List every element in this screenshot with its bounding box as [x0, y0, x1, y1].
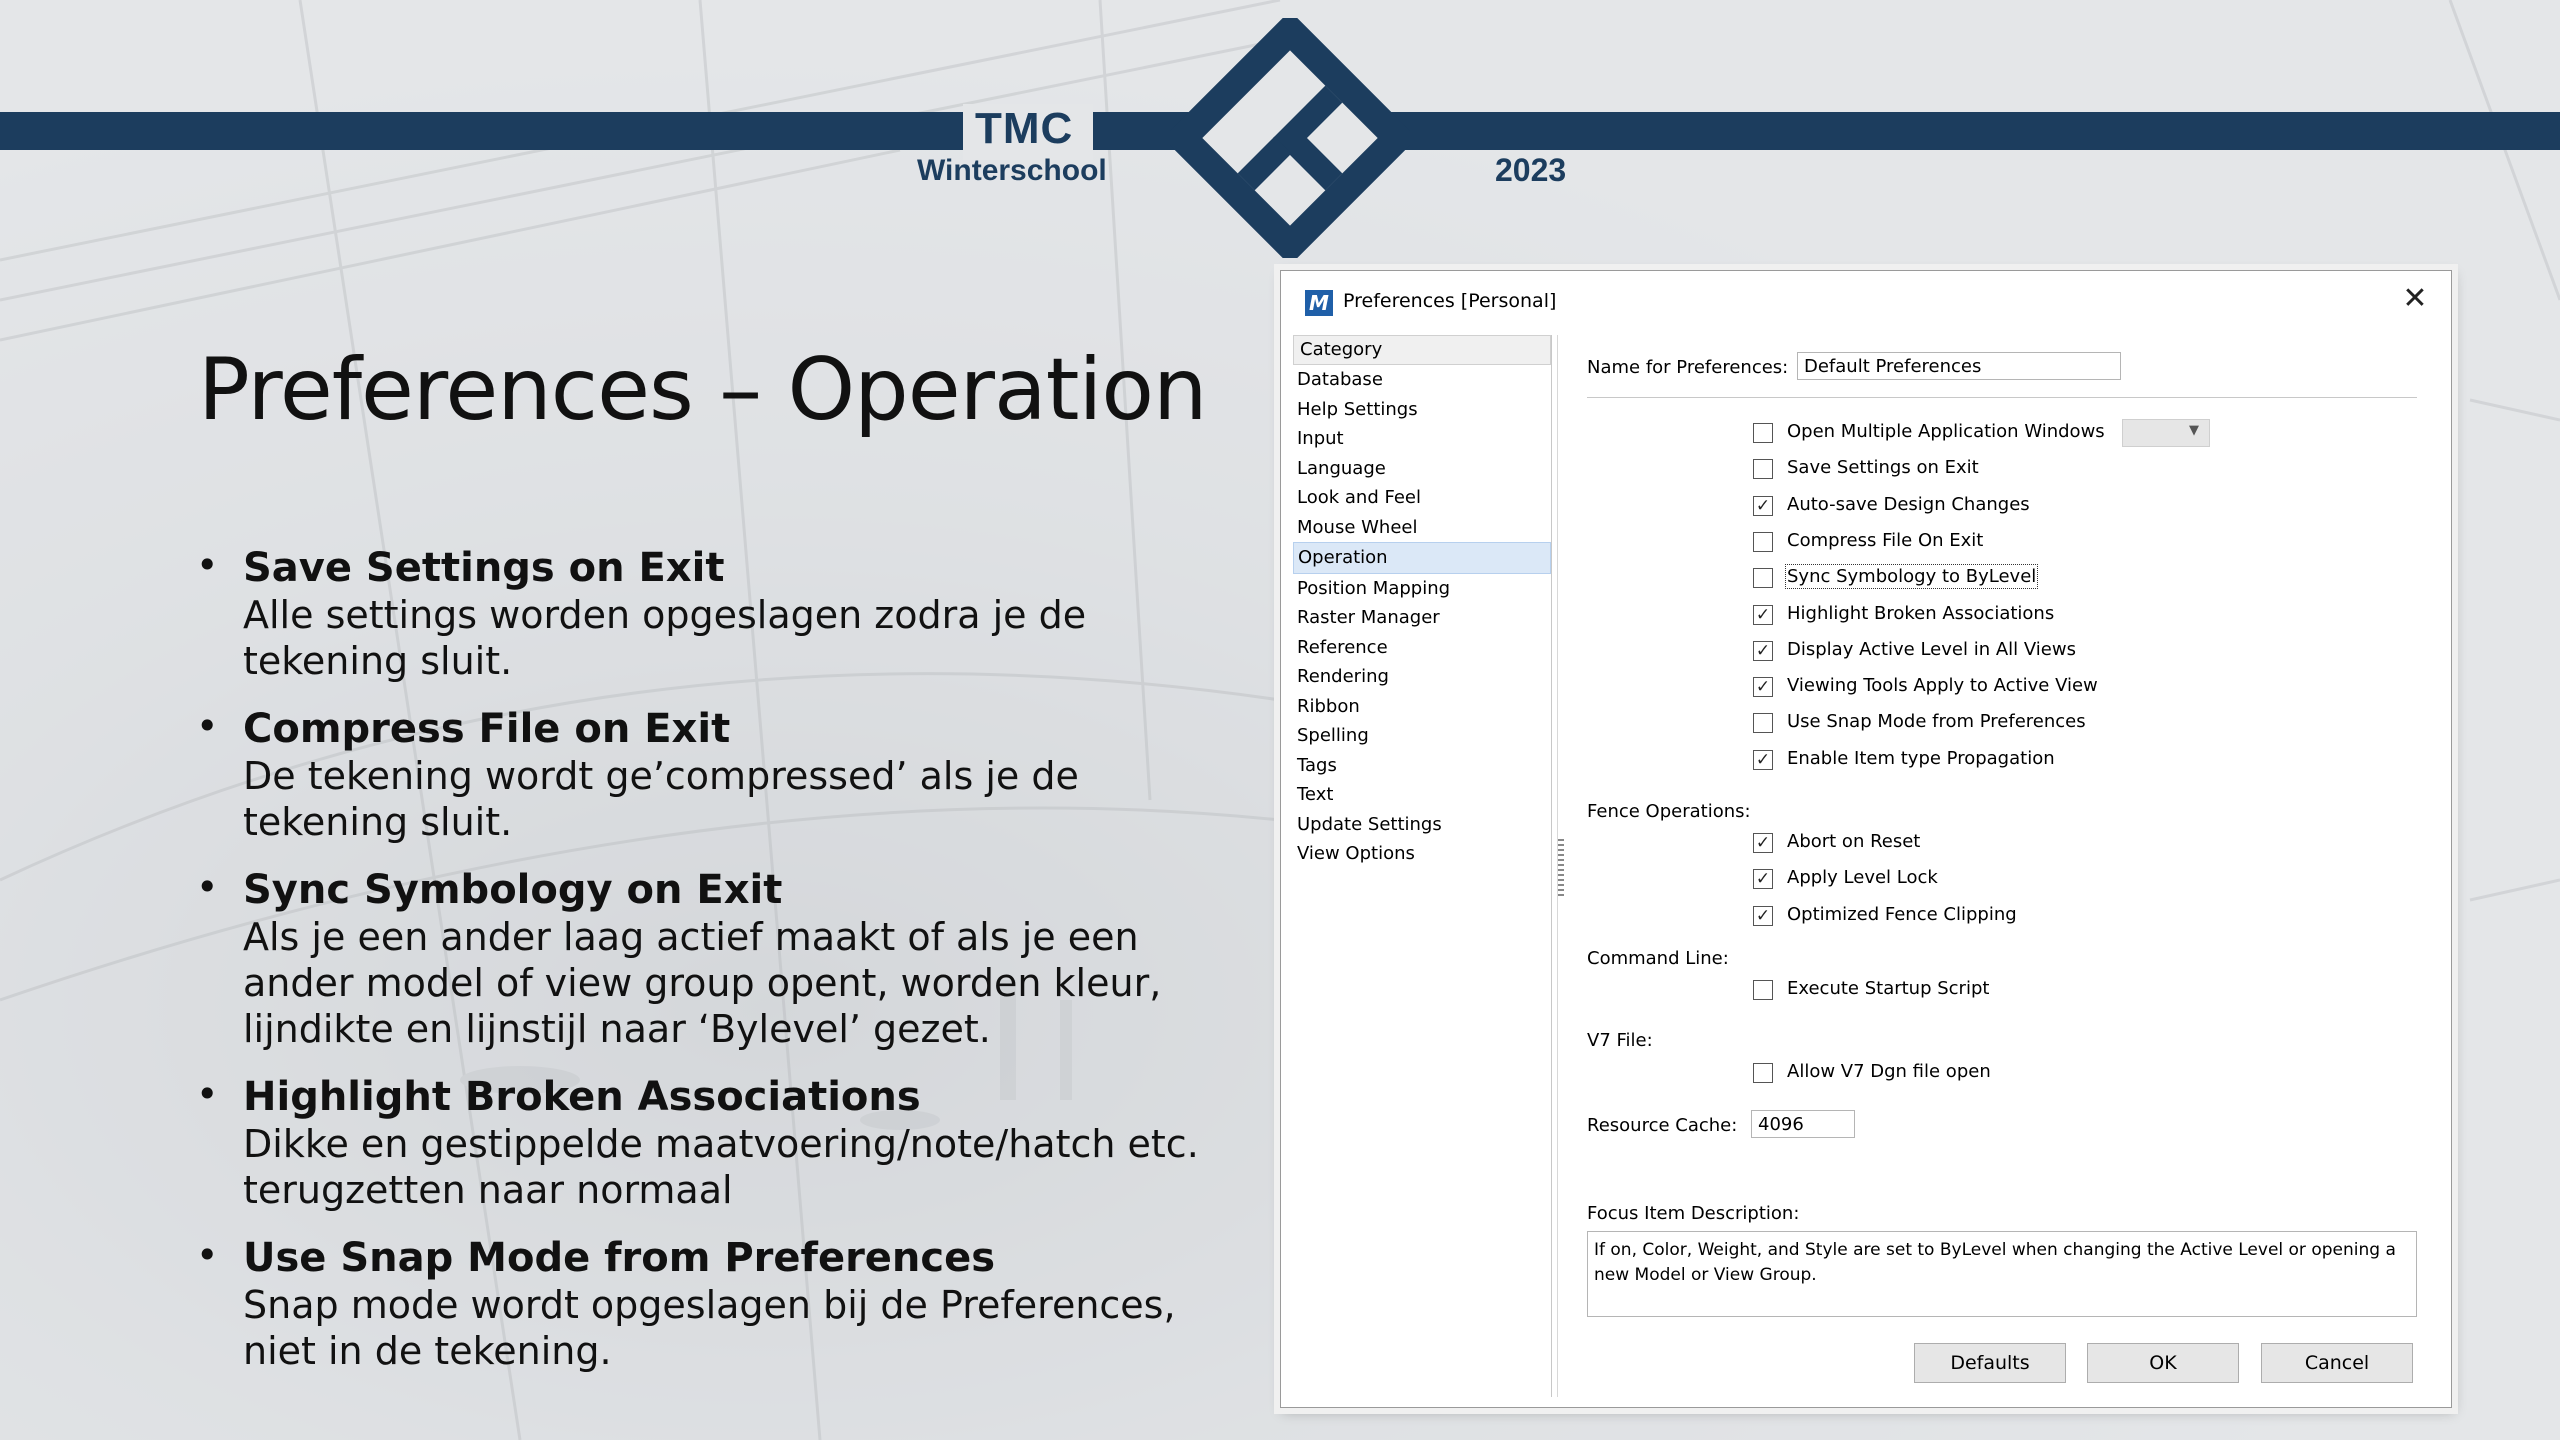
- command-line-label: Command Line:: [1587, 948, 1729, 969]
- resource-cache-label: Resource Cache:: [1587, 1115, 1738, 1136]
- splitter-grip-icon[interactable]: [1558, 839, 1564, 899]
- divider: [1587, 397, 2417, 398]
- resource-cache-input[interactable]: 4096: [1751, 1110, 1855, 1138]
- bullet-body: Snap mode wordt opgeslagen bij de Preferences, niet in de tekening.: [243, 1283, 1176, 1373]
- category-item[interactable]: Operation: [1293, 542, 1551, 574]
- checkbox-label[interactable]: Auto-save Design Changes: [1787, 493, 2030, 515]
- preferences-dialog: [1280, 270, 2452, 1408]
- checkbox[interactable]: [1753, 750, 1773, 770]
- fence-operations-label: Fence Operations:: [1587, 801, 1751, 822]
- checkbox-label[interactable]: Allow V7 Dgn file open: [1787, 1061, 1991, 1082]
- cancel-button[interactable]: Cancel: [2261, 1343, 2413, 1383]
- category-item[interactable]: Mouse Wheel: [1297, 516, 1418, 538]
- checkbox[interactable]: [1753, 713, 1773, 733]
- checkmark-icon: ✓: [1755, 833, 1771, 853]
- bullet-item: [196, 1235, 1256, 1374]
- bullet-item: [196, 545, 1256, 684]
- category-item[interactable]: Spelling: [1297, 725, 1369, 746]
- checkbox-label[interactable]: Apply Level Lock: [1787, 867, 1938, 889]
- defaults-button[interactable]: Defaults: [1914, 1343, 2066, 1383]
- category-list: [1293, 335, 1552, 1397]
- category-item[interactable]: Ribbon: [1297, 695, 1360, 717]
- bullet-body: De tekening wordt ge’compressed’ als je de tekening sluit.: [243, 754, 1079, 844]
- checkbox[interactable]: [1753, 423, 1773, 443]
- focus-item-description: If on, Color, Weight, and Style are set to ByLevel when changing the Active Level or opening a new Model or View Group.: [1587, 1231, 2417, 1317]
- checkbox[interactable]: [1753, 532, 1773, 552]
- category-item[interactable]: Update Settings: [1297, 813, 1442, 835]
- bullet-heading: • Use Snap Mode from Preferences: [243, 1235, 996, 1281]
- category-item[interactable]: Rendering: [1297, 666, 1389, 687]
- name-label: Name for Preferences:: [1587, 357, 1789, 378]
- checkbox-label[interactable]: Open Multiple Application Windows: [1787, 421, 2105, 442]
- checkbox[interactable]: [1753, 605, 1773, 625]
- checkbox-label[interactable]: Viewing Tools Apply to Active View: [1787, 675, 2098, 697]
- category-item[interactable]: Database: [1297, 369, 1383, 390]
- category-item[interactable]: Help Settings: [1297, 398, 1418, 420]
- checkmark-icon: ✓: [1755, 677, 1771, 698]
- checkbox[interactable]: [1753, 1063, 1773, 1083]
- category-item[interactable]: Position Mapping: [1297, 577, 1451, 599]
- checkbox-label[interactable]: Highlight Broken Associations: [1787, 602, 2055, 624]
- checkbox[interactable]: [1753, 677, 1773, 697]
- checkmark-icon: ✓: [1755, 869, 1771, 890]
- checkbox-label[interactable]: Abort on Reset: [1787, 831, 1921, 852]
- focus-item-label: Focus Item Description:: [1587, 1203, 1800, 1224]
- checkmark-icon: ✓: [1755, 905, 1771, 926]
- checkmark-icon: ✓: [1755, 604, 1771, 625]
- checkbox[interactable]: [1753, 459, 1773, 479]
- bullet-heading: • Highlight Broken Associations: [243, 1074, 921, 1120]
- bullet-body: Als je een ander laag actief maakt of als je een ander model of view group opent, worden kleur, lijndikte en lijnstijl naar ‘Bylevel’ gezet.: [243, 915, 1162, 1051]
- checkbox-label[interactable]: Display Active Level in All Views: [1787, 638, 2076, 660]
- category-item[interactable]: Input: [1297, 428, 1344, 449]
- name-input[interactable]: Default Preferences: [1797, 352, 2121, 380]
- bullet-body: Alle settings worden opgeslagen zodra je de tekening sluit.: [243, 593, 1087, 683]
- checkbox-label[interactable]: Compress File On Exit: [1787, 529, 1984, 551]
- operation-settings-panel: [1587, 335, 2427, 1395]
- category-item[interactable]: Reference: [1297, 636, 1388, 658]
- checkmark-icon: ✓: [1755, 749, 1771, 770]
- checkbox[interactable]: [1753, 496, 1773, 516]
- category-header[interactable]: Category: [1293, 335, 1551, 365]
- category-item[interactable]: Raster Manager: [1297, 607, 1440, 628]
- category-item[interactable]: Language: [1297, 457, 1386, 479]
- tmc-logo-icon: [1170, 18, 1410, 258]
- checkbox[interactable]: [1753, 906, 1773, 926]
- dialog-title: Preferences [Personal]: [1343, 290, 1557, 312]
- dialog-titlebar[interactable]: [1281, 271, 2451, 333]
- ok-button[interactable]: OK: [2087, 1343, 2239, 1383]
- checkbox[interactable]: [1753, 869, 1773, 889]
- checkbox[interactable]: [1753, 980, 1773, 1000]
- slide-title: Preferences – Operation: [198, 340, 1207, 440]
- v7-file-label: V7 File:: [1587, 1030, 1653, 1051]
- checkmark-icon: ✓: [1755, 495, 1771, 516]
- bullet-item: [196, 1074, 1256, 1213]
- logo-subtitle: Winterschool: [917, 154, 1107, 187]
- checkbox-label[interactable]: Use Snap Mode from Preferences: [1787, 711, 2086, 733]
- logo-tmc-text: TMC: [975, 104, 1074, 153]
- checkbox-label[interactable]: Optimized Fence Clipping: [1787, 903, 2017, 925]
- checkbox-label[interactable]: Execute Startup Script: [1787, 978, 1990, 999]
- bullet-heading: • Compress File on Exit: [243, 706, 731, 752]
- checkbox[interactable]: [1753, 641, 1773, 661]
- bullet-heading: • Save Settings on Exit: [243, 545, 725, 591]
- bullet-heading: • Sync Symbology on Exit: [243, 867, 783, 913]
- checkbox[interactable]: [1753, 568, 1773, 588]
- checkbox-label[interactable]: Enable Item type Propagation: [1787, 747, 2055, 769]
- category-item[interactable]: Tags: [1297, 754, 1337, 776]
- bullet-body: Dikke en gestippelde maatvoering/note/hatch etc. terugzetten naar normaal: [243, 1122, 1199, 1212]
- checkmark-icon: ✓: [1755, 640, 1771, 661]
- bullet-list: [196, 545, 1256, 1396]
- microstation-app-icon: M: [1305, 290, 1333, 316]
- checkbox-label[interactable]: Save Settings on Exit: [1787, 457, 1979, 479]
- bullet-item: [196, 867, 1256, 1052]
- logo-year: 2023: [1495, 152, 1567, 188]
- windows-count-dropdown[interactable]: [2122, 419, 2210, 447]
- close-icon[interactable]: ✕: [2402, 281, 2428, 316]
- bullet-item: [196, 706, 1256, 845]
- category-item[interactable]: View Options: [1297, 843, 1415, 864]
- category-item[interactable]: Text: [1297, 784, 1334, 805]
- category-item[interactable]: Look and Feel: [1297, 487, 1421, 508]
- checkbox-label[interactable]: Sync Symbology to ByLevel: [1787, 566, 2037, 588]
- chevron-down-icon: ▼: [2189, 423, 2199, 438]
- checkbox[interactable]: [1753, 833, 1773, 853]
